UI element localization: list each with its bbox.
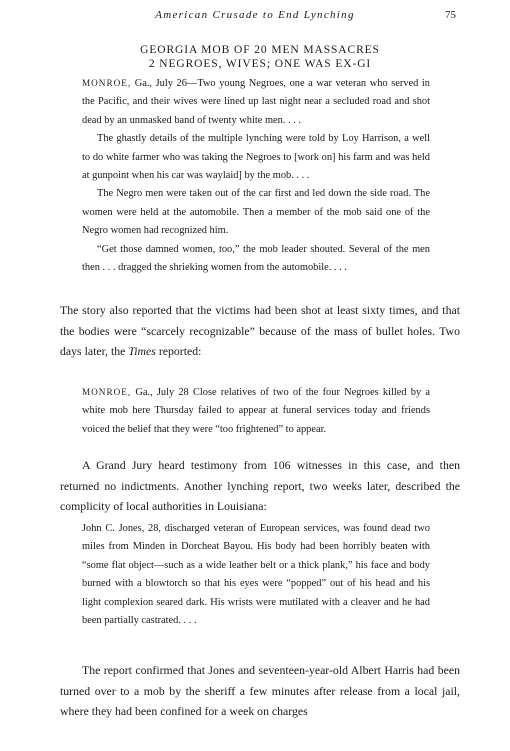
- page-number: 75: [445, 9, 456, 21]
- quote-paragraph: John C. Jones, 28, discharged veteran of European services, was found dead two miles from Minden in Dorcheat Bayou. His body had been horribly beaten with “some flat object—such as a wide leather belt or a thick plank,” his face and body burned with a blowtorch so that his eyes were “popped” out of his head and his light complexion seared dark. His wrists were mutilated with a cleaver and he had been partially castrated. . . .: [82, 523, 430, 627]
- dateline: MONROE,: [82, 387, 132, 397]
- paragraph-text: A Grand Jury heard testimony from 106 witnesses in this case, and then returned no indictments. Another lynching report, two weeks later, described the complicity of local authorities in Louisiana:: [60, 458, 460, 513]
- paragraph-text: The report confirmed that Jones and seventeen-year-old Albert Harris had been turned over to a mob by the sheriff a few minutes after release from a local jail, where they had been confined for a week on charges: [60, 663, 460, 718]
- quote-paragraph: The ghastly details of the multiple lynching were told by Loy Harrison, a well to do white farmer who was taking the Negroes to [work on] his farm and was held at gunpoint when his car was waylaid] by the mob. . . .: [82, 133, 430, 182]
- quote-paragraph: The Negro men were taken out of the car first and led down the side road. The women were held at the automobile. Then a member of the mob said one of the Negro women had recognized him.: [82, 188, 430, 237]
- newspaper-name: Times: [128, 344, 156, 358]
- quote-paragraph: “Get those damned women, too,” the mob leader shouted. Several of the men then . . . dragged the shrieking women from the automobile. . . .: [82, 243, 430, 274]
- page-header: [0, 9, 510, 25]
- dateline: MONROE,: [82, 78, 132, 88]
- headline-line-1: GEORGIA MOB OF 20 MEN MASSACRES: [140, 44, 380, 56]
- running-title: American Crusade to End Lynching: [155, 9, 355, 21]
- headline-line-2: 2 NEGROES, WIVES; ONE WAS EX-GI: [148, 58, 372, 70]
- body-paragraph-2: [60, 455, 460, 517]
- body-paragraph-1: [60, 300, 460, 362]
- block-quote-1: [82, 74, 430, 277]
- quote-paragraph: MONROE, Ga., July 28 Close relatives of two of the four Negroes killed by a white mob here Thursday failed to appear at funeral services today and friends voiced the belief that they were “too frightened” to appear.: [82, 387, 430, 435]
- quote-paragraph: MONROE, Ga., July 26—Two young Negroes, one a war veteran who served in the Pacific, and their wives were lined up last night near a secluded road and shot dead by an unmasked band of twenty white men. . . .: [82, 78, 430, 126]
- block-quote-2: [82, 383, 430, 439]
- paragraph-text: The story also reported that the victims had been shot at least sixty times, and that the bodies were “scarcely recognizable” because of the mass of bullet holes. Two days later, the Times reported:: [60, 303, 460, 358]
- newspaper-headline: [60, 43, 460, 71]
- block-quote-3: [82, 520, 430, 630]
- body-paragraph-3: [60, 660, 460, 722]
